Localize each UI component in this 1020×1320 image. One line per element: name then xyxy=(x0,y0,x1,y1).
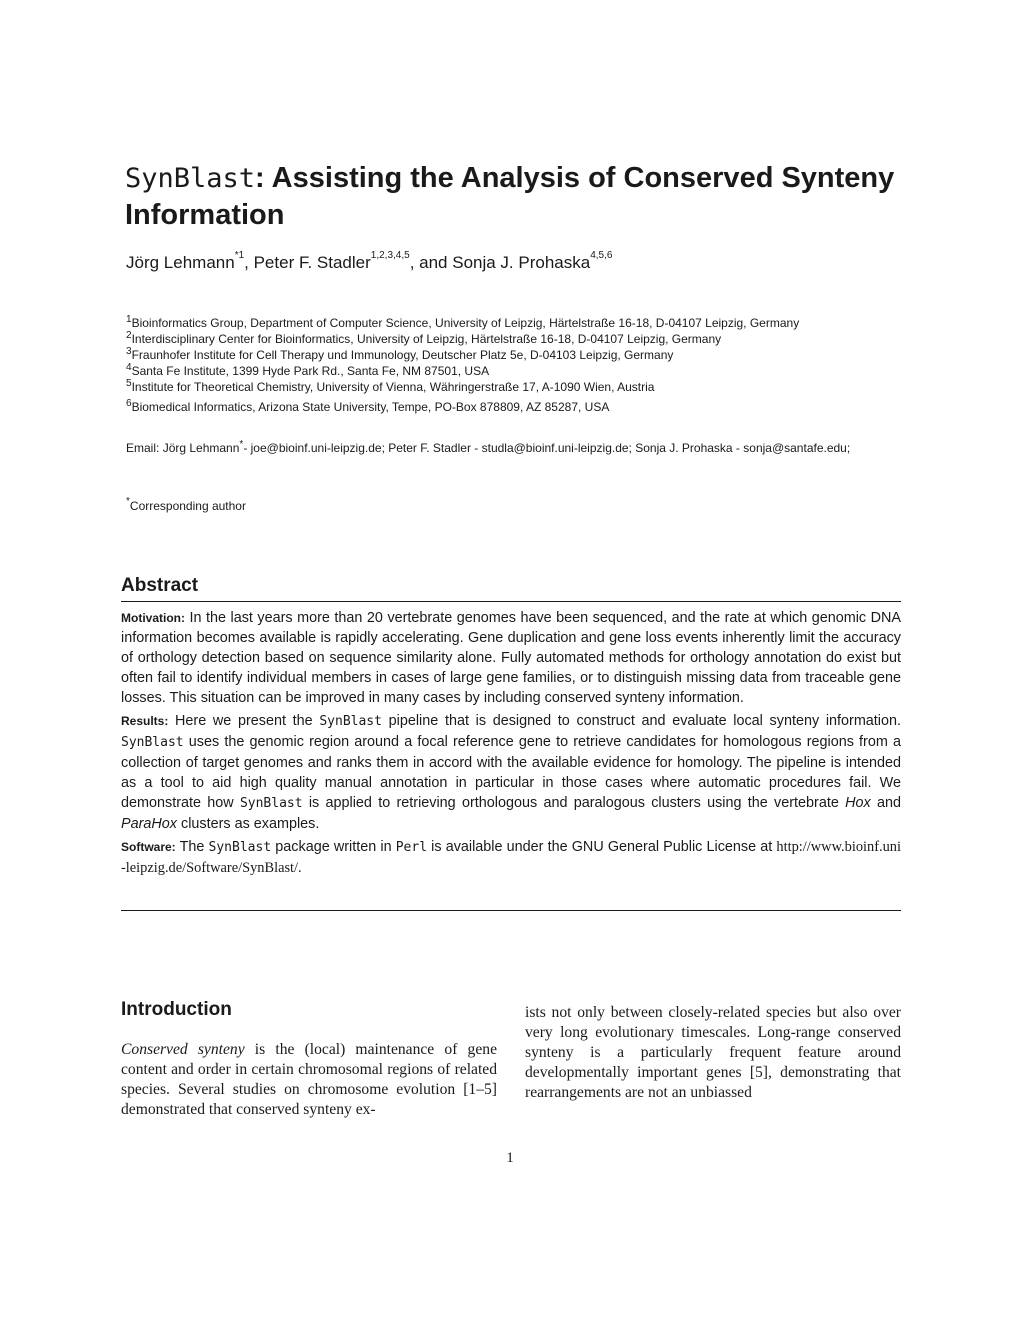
results-text: uses the genomic region around a focal reference gene to retrieve candidates for homologous regions from a collection of target genomes and ranks them in accord with the available evidence for homology. The pipeline is intended as a tool to aid high quality manual annotation in particular in those cases where automatic procedures fail. We demonstrate how xyxy=(121,734,902,811)
tool-name: SynBlast xyxy=(319,714,382,729)
tool-name: SynBlast xyxy=(121,735,184,750)
tool-name: SynBlast xyxy=(239,796,303,811)
introduction-text: is the (local) maintenance of gene content and order in certain chromosomal regions of related species. Several studies on chromosome evolution [1–5] demonstrated that conserved synteny ex- xyxy=(121,1041,497,1118)
affiliation xyxy=(126,331,926,347)
affiliation-number: 5 xyxy=(126,378,132,389)
affiliation xyxy=(126,379,926,395)
abstract-top-rule xyxy=(121,601,901,602)
results-label: Results: xyxy=(121,714,169,728)
email-text: - joe@bioinf.uni-leipzig.de; Peter F. Stadler - studla@bioinf.uni-leipzig.de; Sonja J. Prohaska - sonja@santafe.edu; xyxy=(243,441,851,455)
software-text: is available under the GNU General Public License at xyxy=(431,839,773,855)
affiliation-number: 2 xyxy=(126,330,132,341)
software-url-link[interactable]: http://www.bioinf.uni-leipzig.de/Software/SynBlast/. xyxy=(121,839,901,876)
email-author: Jörg Lehmann xyxy=(162,441,240,455)
tool-name: SynBlast xyxy=(208,840,272,855)
author-marks: 1,2,3,4,5 xyxy=(370,250,410,261)
affiliation-text: Bioinformatics Group, Department of Computer Science, University of Leipzig, Härtelstraße 16-18, D-04107 Leipzig, Germany xyxy=(131,316,800,330)
results-text: clusters as examples. xyxy=(181,816,320,832)
introduction-heading: Introduction xyxy=(121,999,232,1020)
title-text: : Assisting the Analysis of Conserved Synteny Information xyxy=(125,162,895,231)
affiliation-number: 1 xyxy=(126,314,132,325)
affiliation-list xyxy=(126,315,926,415)
author-list xyxy=(126,250,613,273)
author-separator: , xyxy=(244,253,254,272)
introduction-left-column xyxy=(121,1040,497,1120)
title-tool-name: SynBlast xyxy=(125,163,256,194)
corresponding-text: Corresponding author xyxy=(129,499,246,513)
corresponding-mark: * xyxy=(239,439,244,450)
motivation-label: Motivation: xyxy=(121,611,185,625)
hox-term: Hox xyxy=(845,795,871,811)
affiliation xyxy=(126,363,926,379)
affiliation-number: 6 xyxy=(126,398,132,409)
introduction-right-column: ists not only between closely-related species but also over very long evolutionary timescales. Long-range conserved synteny is a particularly frequent feature around developmentally important genes [5], demonstrating that rearrangements are not an unbiassed xyxy=(525,1004,901,1101)
author-name: Jörg Lehmann xyxy=(126,253,235,272)
motivation-paragraph xyxy=(121,608,901,708)
author-marks: 4,5,6 xyxy=(590,250,613,261)
affiliation-number: 3 xyxy=(126,346,132,357)
results-text: and xyxy=(877,795,902,811)
affiliation-text: Santa Fe Institute, 1399 Hyde Park Rd., Santa Fe, NM 87501, USA xyxy=(131,364,490,378)
corresponding-mark: * xyxy=(126,496,130,507)
abstract-body xyxy=(121,608,901,881)
conserved-synteny-term: Conserved synteny xyxy=(121,1041,245,1058)
affiliation-text: Interdisciplinary Center for Bioinformatics, University of Leipzig, Härtelstraße 16-18, D-04107 Leipzig, Germany xyxy=(131,332,722,346)
results-text: Here we present the xyxy=(175,713,313,729)
affiliation xyxy=(126,347,926,363)
affiliation-text: Institute for Theoretical Chemistry, University of Vienna, Währingerstraße 17, A-1090 Wien, Austria xyxy=(131,380,655,394)
affiliation-text: Fraunhofer Institute for Cell Therapy und Immunology, Deutscher Platz 5e, D-04103 Leipzig, Germany xyxy=(131,348,674,362)
affiliation-number: 4 xyxy=(126,362,132,373)
parahox-term: ParaHox xyxy=(121,816,177,832)
software-text: package written in xyxy=(275,839,392,855)
affiliation xyxy=(126,399,926,415)
software-text: The xyxy=(179,839,205,855)
email-block xyxy=(126,438,906,458)
results-text: is applied to retrieving orthologous and paralogous clusters using the vertebrate xyxy=(308,795,839,811)
email-label: Email: xyxy=(126,441,160,455)
results-paragraph xyxy=(121,711,901,834)
affiliation xyxy=(126,315,926,331)
affiliation-text: Biomedical Informatics, Arizona State University, Tempe, PO-Box 878809, AZ 85287, USA xyxy=(131,400,610,414)
software-paragraph xyxy=(121,837,901,878)
corresponding-author-note xyxy=(126,496,246,513)
perl-term: Perl xyxy=(395,840,428,855)
author-name: Peter F. Stadler xyxy=(253,253,371,272)
software-label: Software: xyxy=(121,840,176,854)
abstract-bottom-rule xyxy=(121,910,901,911)
results-text: pipeline that is designed to construct and evaluate local synteny information. xyxy=(388,713,902,729)
paper-title xyxy=(125,160,905,233)
author-separator: , and xyxy=(409,253,453,272)
author-marks: *1 xyxy=(234,250,245,261)
page-number: 1 xyxy=(506,1150,514,1166)
author-name: Sonja J. Prohaska xyxy=(452,253,591,272)
abstract-heading: Abstract xyxy=(121,575,199,596)
motivation-text: In the last years more than 20 vertebrate genomes have been sequenced, and the rate at which genomic DNA information becomes available is rapidly accelerating. Gene duplication and gene loss events inherently limit the accuracy of orthology detection based on sequence similarity alone. Fully automated methods for orthology annotation do exist but often fail to identify individual members in cases of large gene families, or to distinguish missing data from traceable gene losses. This situation can be improved in many cases by including conserved synteny information. xyxy=(121,610,901,706)
